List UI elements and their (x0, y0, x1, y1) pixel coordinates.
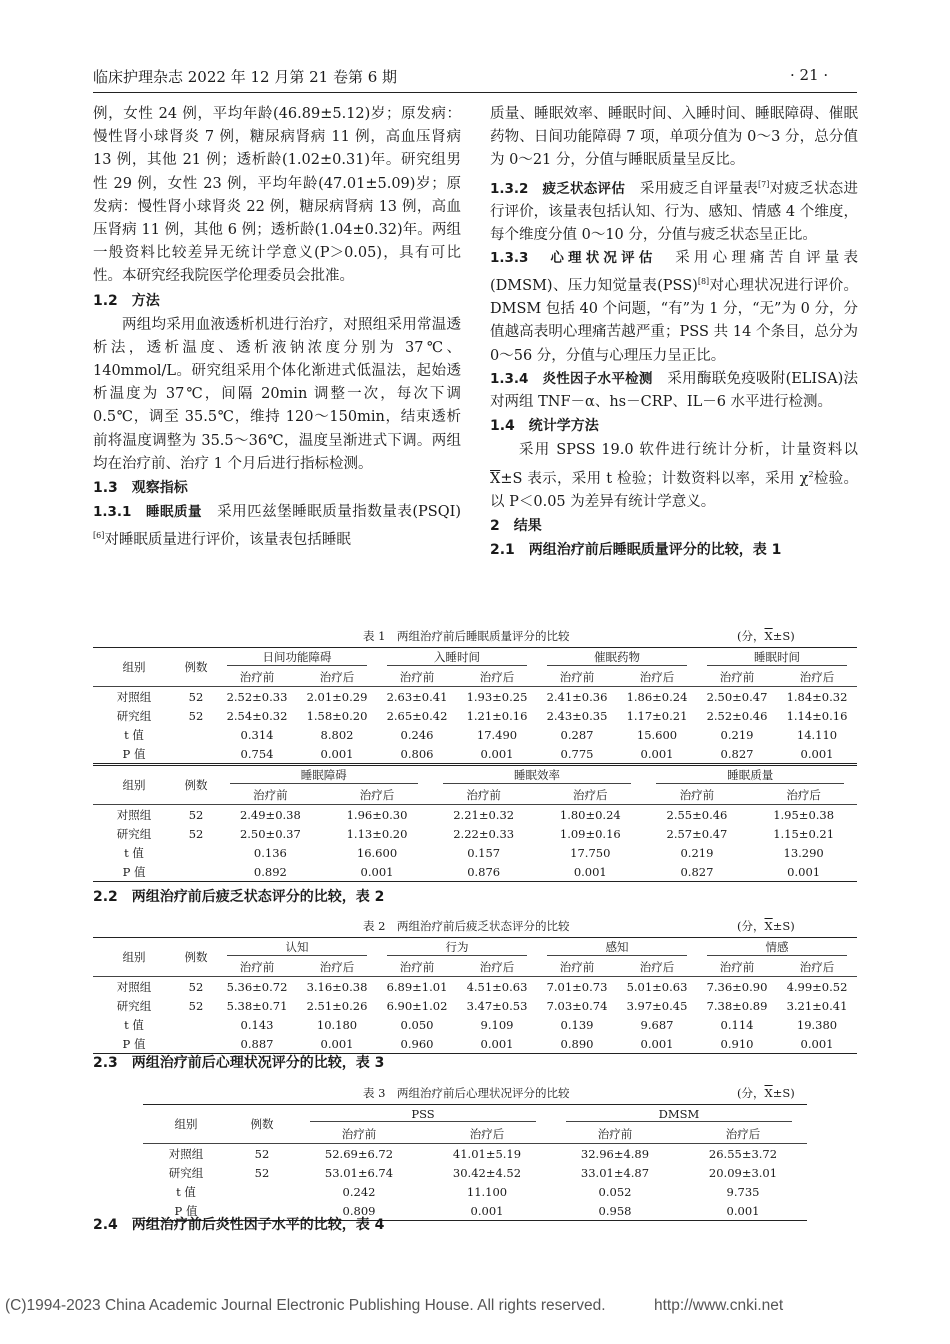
table-cell: 0.775 (537, 744, 617, 764)
table-cell: 7.01±0.73 (546, 979, 608, 994)
table-cell: 8.802 (320, 727, 354, 742)
table-cell: 治疗后 (750, 785, 857, 805)
table-cell: 0.139 (560, 1017, 594, 1032)
citation-8: [8] (697, 277, 710, 287)
table-cell: 治疗前 (551, 1124, 679, 1144)
table-cell: 治疗前 (217, 785, 324, 805)
table2 (93, 937, 857, 1054)
table2-item-header: 感知 (537, 938, 697, 958)
table-cell: 4.99±0.52 (786, 979, 848, 994)
table-cell: t 值 (124, 845, 144, 860)
table-cell: 0.827 (644, 862, 751, 882)
table-row (143, 1182, 807, 1201)
section-2-2-heading: 2.2 两组治疗前后疲乏状态评分的比较，表 2 (93, 889, 385, 905)
table-cell: 2.63±0.41 (386, 689, 448, 704)
table-cell: P 值 (143, 1201, 229, 1221)
table-cell: 2.51±0.26 (306, 998, 368, 1013)
table2-item-header: 认知 (217, 938, 377, 958)
table-cell: 3.21±0.41 (786, 998, 848, 1013)
table-cell (175, 725, 217, 744)
table-cell: 11.100 (466, 1184, 508, 1199)
table-cell: 0.754 (217, 744, 297, 764)
table-cell: 治疗后 (297, 667, 377, 687)
section-2-3-heading: 2.3 两组治疗前后心理状况评分的比较，表 3 (93, 1055, 385, 1071)
table1-caption: 表 1 两组治疗前后睡眠质量评分的比较 (363, 629, 570, 643)
table1-item-header: 日间功能障碍 (217, 648, 377, 668)
table-cell: t 值 (124, 727, 144, 742)
table1-item-header: 入睡时间 (377, 648, 537, 668)
section-1-2-heading: 1.2 方法 (93, 292, 160, 309)
table-cell: 14.110 (796, 727, 838, 742)
table-cell: 对照组 (116, 689, 152, 704)
table-row (93, 706, 857, 725)
table-cell: 1.96±0.30 (346, 807, 408, 822)
table-cell: 13.290 (783, 845, 824, 860)
table-cell: 52 (254, 1146, 270, 1161)
table-cell: 治疗前 (217, 667, 297, 687)
table-cell: 组别 (143, 1105, 229, 1144)
table-cell: 7.38±0.89 (706, 998, 768, 1013)
table-cell: 治疗后 (777, 667, 857, 687)
table-cell: 组别 (93, 938, 175, 977)
table-cell: 0.157 (467, 845, 501, 860)
section-1-3-2-heading: 1.3.2 疲乏状态评估 (490, 180, 626, 197)
table-row (93, 725, 857, 744)
table-cell: 1.09±0.16 (559, 826, 621, 841)
section-1-4-heading: 1.4 统计学方法 (490, 418, 599, 435)
table-cell: 0.001 (297, 1034, 377, 1054)
section-2-4-heading: 2.4 两组治疗前后炎性因子水平的比较，表 4 (93, 1217, 385, 1233)
table-cell: 1.86±0.24 (626, 689, 688, 704)
table-row (143, 1144, 807, 1164)
table-cell: 治疗前 (430, 785, 537, 805)
table-cell (175, 744, 217, 764)
table-cell (175, 862, 217, 882)
table-cell: 研究组 (116, 708, 152, 723)
table-cell: 0.910 (697, 1034, 777, 1054)
table3-item-header: PSS (295, 1105, 551, 1125)
table-cell: 0.001 (324, 862, 431, 882)
table-cell (229, 1182, 295, 1201)
table-cell: 治疗后 (457, 957, 537, 977)
table-cell (175, 843, 217, 862)
table-cell: 0.136 (253, 845, 287, 860)
table-cell: 52 (188, 826, 204, 841)
table-cell: 0.001 (777, 1034, 857, 1054)
table-cell: 0.958 (551, 1201, 679, 1221)
table-cell: 0.050 (400, 1017, 434, 1032)
table-cell: 0.001 (457, 1034, 537, 1054)
paragraph-sleep-quality: 1.3.1 睡眠质量 采用匹兹堡睡眠质量指数量表(PSQI)[6]对睡眠质量进行评价，该量表包括睡眠 (93, 504, 462, 549)
table-cell (175, 1034, 217, 1054)
table-cell: 1.84±0.32 (786, 689, 848, 704)
table-cell: 治疗前 (537, 667, 617, 687)
table-cell: t 值 (176, 1184, 196, 1199)
table-row (93, 1034, 857, 1054)
table-cell: 5.38±0.71 (226, 998, 288, 1013)
table-cell: P 值 (93, 1034, 175, 1054)
table-cell: 2.01±0.29 (306, 689, 368, 704)
table-cell: 治疗后 (617, 957, 697, 977)
table-cell: 3.47±0.53 (466, 998, 528, 1013)
table-cell: 41.01±5.19 (452, 1146, 522, 1161)
table-cell: 0.892 (217, 862, 324, 882)
table1-item-header: 睡眠时间 (697, 648, 857, 668)
table-cell: 0.114 (720, 1017, 754, 1032)
table-cell: 9.687 (640, 1017, 674, 1032)
table-cell: 7.03±0.74 (546, 998, 608, 1013)
table-cell: 对照组 (116, 979, 152, 994)
citation-6: [6] (93, 531, 105, 541)
table-cell: 研究组 (168, 1165, 204, 1180)
table-cell: 2.22±0.33 (453, 826, 515, 841)
table3 (143, 1104, 807, 1221)
table-cell: 1.93±0.25 (466, 689, 528, 704)
table-cell: 5.36±0.72 (226, 979, 288, 994)
table-cell: 52 (254, 1165, 270, 1180)
table-row (93, 687, 857, 707)
table-cell: 例数 (175, 938, 217, 977)
table-cell: 对照组 (168, 1146, 204, 1161)
table-cell: 5.01±0.63 (626, 979, 688, 994)
table-cell: 2.21±0.32 (453, 807, 515, 822)
table-cell: 0.001 (777, 744, 857, 764)
table-cell: 治疗前 (697, 667, 777, 687)
table-cell: 0.246 (400, 727, 434, 742)
table1-unit: (分，$\overline{X}\pm S$) (737, 629, 795, 643)
header-rule (93, 92, 857, 93)
table-cell: 治疗后 (679, 1124, 807, 1144)
paragraph-general-data: 例，女性 24 例，平均年龄(46.89±5.12)岁；原发病：慢性肾小球肾炎 7 例，糖尿病肾病 11 例，高血压肾病 13 例，其他 21 例；透析龄(1.02±0.31)年。研究组男性 29 例，女性 23 例，平均年龄(47.01±5.09)岁；原发病：慢性肾小球肾炎 22 例，糖尿病肾病 13 例，高血压肾病 11 例，其他 6 例；透析龄(1.04±0.32)年。两组一般资料比较差异无统计学意义(P＞0.05)，具有可比性。本研究经我院医学伦理委员会批准。 (93, 106, 461, 285)
table-cell: 30.42±4.52 (452, 1165, 522, 1180)
table2-item-header: 情感 (697, 938, 857, 958)
table-cell: 0.001 (297, 744, 377, 764)
table-row (93, 1015, 857, 1034)
table-cell: 0.001 (457, 744, 537, 764)
table-cell: 研究组 (116, 826, 152, 841)
table1-count-header: 例数 (175, 648, 217, 687)
citation-7: [7] (758, 179, 770, 189)
running-header: 临床护理杂志 2022 年 12 月第 21 卷第 6 期 (93, 68, 398, 86)
table-cell: P 值 (93, 862, 175, 882)
table-cell: 例数 (229, 1105, 295, 1144)
table-cell: 2.65±0.42 (386, 708, 448, 723)
table-cell: 0.960 (377, 1034, 457, 1054)
table-cell: 2.52±0.46 (706, 708, 768, 723)
table-cell: 20.09±3.01 (708, 1165, 778, 1180)
table-row (93, 824, 857, 843)
footer-link[interactable]: http://www.cnki.net (654, 1297, 784, 1314)
table-cell: 52 (188, 807, 204, 822)
table-cell: 17.490 (476, 727, 518, 742)
table-cell: 1.13±0.20 (346, 826, 408, 841)
page-number: · 21 · (790, 66, 829, 84)
table-cell: 0.052 (598, 1184, 632, 1199)
table-cell: 17.750 (570, 845, 611, 860)
table-cell: 19.380 (796, 1017, 838, 1032)
section-2-heading: 2 结果 (490, 517, 542, 534)
table-cell: t 值 (124, 1017, 144, 1032)
table-cell: 10.180 (316, 1017, 358, 1032)
table-cell: 2.57±0.47 (666, 826, 728, 841)
table3-caption: 表 3 两组治疗前后心理状况评分的比较 (363, 1086, 570, 1100)
section-1-3-3-heading: 1.3.3 心理状况评估 (490, 250, 657, 267)
table-cell: 4.51±0.63 (466, 979, 528, 994)
table-cell: 组别 (93, 766, 175, 805)
table-cell: 0.314 (240, 727, 274, 742)
table-cell: 53.01±6.74 (324, 1165, 394, 1180)
table1-item-header: 催眠药物 (537, 648, 697, 668)
table-cell: 0.876 (430, 862, 537, 882)
table2-caption: 表 2 两组治疗前后疲乏状态评分的比较 (363, 919, 570, 933)
table-cell: 0.001 (617, 1034, 697, 1054)
table-cell: 2.50±0.37 (239, 826, 301, 841)
table-cell: 治疗后 (537, 785, 644, 805)
table1-item-header: 睡眠效率 (430, 766, 643, 786)
table-cell: 0.806 (377, 744, 457, 764)
table-cell (175, 1015, 217, 1034)
table-cell: 32.96±4.89 (580, 1146, 650, 1161)
table-cell: 0.001 (679, 1201, 807, 1221)
table-cell: 治疗前 (377, 957, 457, 977)
table-row (93, 744, 857, 764)
table-cell: 0.219 (680, 845, 714, 860)
table-cell: 9.735 (726, 1184, 760, 1199)
table-row (93, 996, 857, 1015)
right-column (490, 103, 858, 562)
table-cell: 研究组 (116, 998, 152, 1013)
table-cell: 治疗后 (297, 957, 377, 977)
table-row (93, 862, 857, 882)
table-cell: 治疗前 (697, 957, 777, 977)
paragraph-statistics: 采用 SPSS 19.0 软件进行统计分析，计量资料以 $\overline{X}\pm S$ 表示，采用 t 检验；计数资料以率，采用 $\chi^2$检验。以 P＜0.05 为差异有统计学意义。 (490, 442, 858, 510)
copyright-footer: (C)1994-2023 China Academic Journal Electronic Publishing House. All rights reserved. (5, 1297, 606, 1314)
table1-item-header: 睡眠障碍 (217, 766, 430, 786)
table-cell: 0.809 (295, 1201, 423, 1221)
paragraph-psqi-items: 质量、睡眠效率、睡眠时间、入睡时间、睡眠障碍、催眠药物、日间功能障碍 7 项，单项分值为 0～3 分，总分值为 0～21 分，分值与睡眠质量呈反比。 (490, 106, 858, 169)
section-1-3-4-heading: 1.3.4 炎性因子水平检测 (490, 370, 653, 387)
section-1-3-1-heading: 1.3.1 睡眠质量 (93, 504, 203, 521)
table-cell: 治疗前 (377, 667, 457, 687)
table-cell: 0.001 (617, 744, 697, 764)
table-cell: 治疗前 (295, 1124, 423, 1144)
table-cell: 1.80±0.24 (559, 807, 621, 822)
table-cell: P 值 (93, 744, 175, 764)
table-cell: 1.95±0.38 (773, 807, 835, 822)
table-cell: 6.90±1.02 (386, 998, 448, 1013)
table-cell: 1.21±0.16 (466, 708, 528, 723)
paragraph-inflammation: 1.3.4 炎性因子水平检测 采用酶联免疫吸附(ELISA)法对两组 TNF－α、hs－CRP、IL－6 水平进行检测。 (490, 370, 858, 411)
table-cell: 0.242 (342, 1184, 376, 1199)
table-cell: 9.109 (480, 1017, 514, 1032)
table-cell: 0.887 (217, 1034, 297, 1054)
table-cell: 0.890 (537, 1034, 617, 1054)
table-cell: 16.600 (356, 845, 398, 860)
table-cell: 治疗后 (457, 667, 537, 687)
paragraph-fatigue: 1.3.2 疲乏状态评估 采用疲乏自评量表[7]对疲乏状态进行评价，该量表包括认知、行为、感知、情感 4 个维度，每个维度分值 0～10 分，分值与疲乏状态呈正比。 (490, 179, 859, 243)
table-cell: 1.58±0.20 (306, 708, 368, 723)
table1-part2 (93, 765, 857, 882)
table-cell: 2.54±0.32 (226, 708, 288, 723)
section-2-1-heading: 2.1 两组治疗前后睡眠质量评分的比较，表 1 (490, 541, 782, 558)
left-column (93, 103, 461, 552)
table-cell: 3.16±0.38 (306, 979, 368, 994)
table-row (93, 805, 857, 825)
table1-item-header: 睡眠质量 (644, 766, 857, 786)
table-cell: 治疗后 (423, 1124, 551, 1144)
table-cell: 治疗后 (617, 667, 697, 687)
paragraph-psychology: 1.3.3 心理状况评估 采用心理痛苦自评量表(DMSM)、压力知觉量表(PSS)[8]对心理状况进行评价。DMSM 包括 40 个问题，“有”为 1 分，“无”为 0 分，分值越高表明心理痛苦越严重；PSS 共 14 个条目，总分为 0～56 分，分值与心理压力呈正比。 (490, 250, 859, 364)
section-1-3-heading: 1.3 观察指标 (93, 480, 188, 497)
table-cell: 26.55±3.72 (708, 1146, 778, 1161)
table-cell: 15.600 (636, 727, 678, 742)
table-cell: 对照组 (116, 807, 152, 822)
table-cell: 1.14±0.16 (786, 708, 848, 723)
table-cell: 1.15±0.21 (773, 826, 835, 841)
table-cell: 2.43±0.35 (546, 708, 608, 723)
table-cell: 0.827 (697, 744, 777, 764)
table-cell: 治疗后 (324, 785, 431, 805)
table-row (93, 977, 857, 997)
table-cell: 1.17±0.21 (626, 708, 688, 723)
table-cell: 2.52±0.33 (226, 689, 288, 704)
table-cell: 治疗前 (217, 957, 297, 977)
table-cell: 例数 (175, 766, 217, 805)
table1-part1 (93, 647, 857, 764)
table2-item-header: 行为 (377, 938, 537, 958)
table-row (143, 1163, 807, 1182)
table-cell: 0.143 (240, 1017, 274, 1032)
table-cell: 治疗后 (777, 957, 857, 977)
table2-unit: (分，$\overline{X}\pm S$) (737, 919, 795, 933)
table-cell: 7.36±0.90 (706, 979, 768, 994)
paragraph-method: 两组均采用血液透析机进行治疗，对照组采用常温透析法，透析温度、透析液钠浓度分别为 37℃、140mmol/L。研究组采用个体化渐进式低温法，起始透析温度为 37℃，间隔 20min 调整一次，每次下调 0.5℃，调至 35.5℃，维持 120～150min，结束透析前将温度调整为 35.5～36℃，温度呈渐进式下调。两组均在治疗前、治疗 1 个月后进行指标检测。 (93, 316, 461, 472)
table3-unit: (分，$\overline{X}\pm S$) (737, 1086, 795, 1100)
table-cell: 6.89±1.01 (386, 979, 448, 994)
table-row (93, 843, 857, 862)
table1-group-header: 组别 (93, 648, 175, 687)
table-cell: 52 (188, 979, 204, 994)
table-cell: 0.001 (423, 1201, 551, 1221)
table-cell: 0.287 (560, 727, 594, 742)
table-cell: 2.50±0.47 (706, 689, 768, 704)
table-cell: 2.41±0.36 (546, 689, 608, 704)
table-cell: 0.219 (720, 727, 754, 742)
table-cell: 33.01±4.87 (580, 1165, 650, 1180)
table-cell: 52 (188, 998, 204, 1013)
table-cell: 52.69±6.72 (324, 1146, 394, 1161)
table-cell: 0.001 (750, 862, 857, 882)
table-cell: 治疗前 (537, 957, 617, 977)
table-cell: 52 (188, 708, 204, 723)
table3-item-header: DMSM (551, 1105, 807, 1125)
table-cell: 2.49±0.38 (239, 807, 301, 822)
table-cell: 2.55±0.46 (666, 807, 728, 822)
table-cell: 0.001 (537, 862, 644, 882)
table-cell: 3.97±0.45 (626, 998, 688, 1013)
table-cell: 52 (188, 689, 204, 704)
table-cell: 治疗前 (644, 785, 751, 805)
